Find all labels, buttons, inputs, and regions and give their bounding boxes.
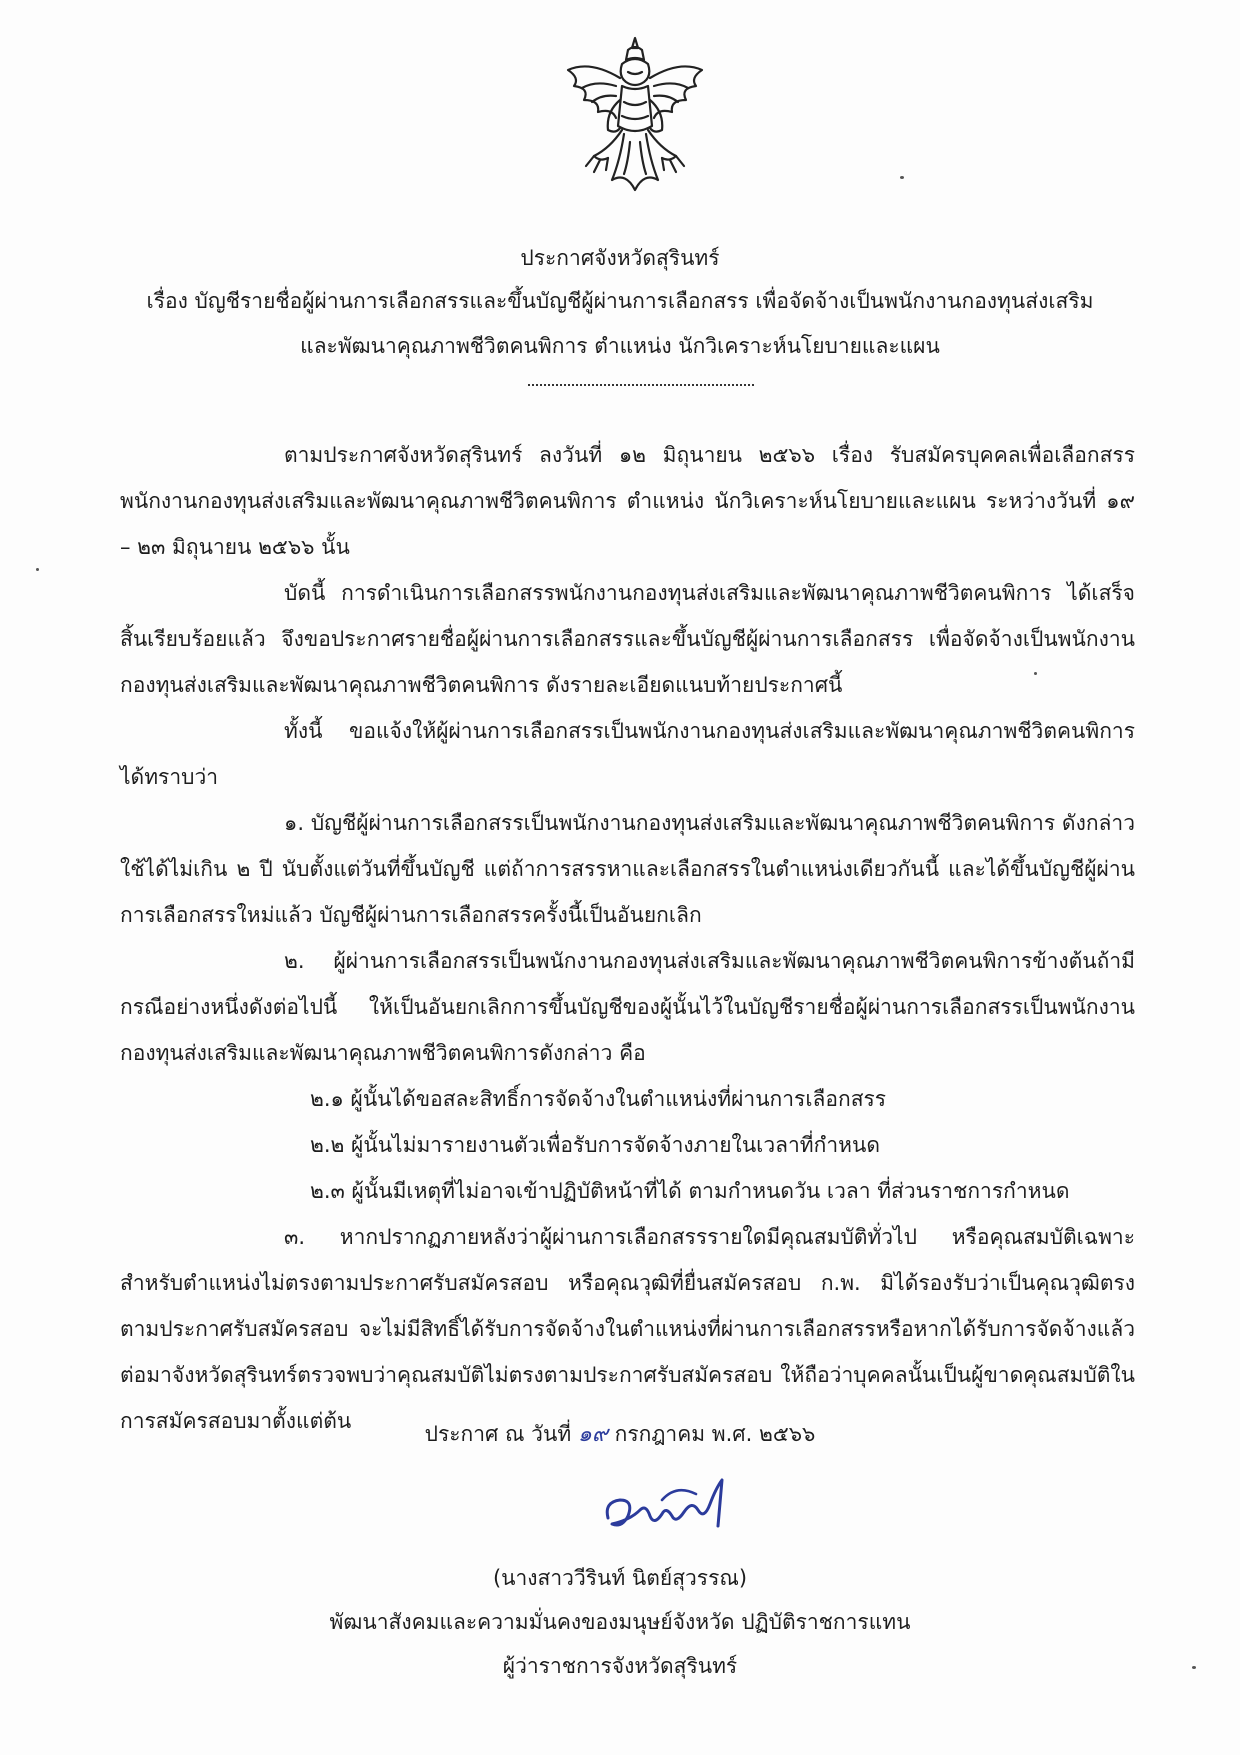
- paragraph-reference: ตามประกาศจังหวัดสุรินทร์ ลงวันที่ ๑๒ มิถุนายน ๒๕๖๖ เรื่อง รับสมัครบุคคลเพื่อเลือกสรรพนักงานกองทุนส่งเสริมและพัฒนาคุณภาพชีวิตคนพิการ ตำแหน่ง นักวิเคราะห์นโยบายและแผน ระหว่างวันที่ ๑๙ – ๒๓ มิถุนายน ๒๕๖๖ นั้น: [120, 443, 1135, 559]
- document-title: ประกาศจังหวัดสุรินทร์: [520, 246, 720, 270]
- handwritten-signature: [600, 1470, 740, 1540]
- scan-speck: [1034, 672, 1037, 675]
- signer-name: (นางสาววีรินท์ นิตย์สุวรรณ): [492, 1566, 748, 1590]
- scan-speck: [900, 176, 904, 179]
- date-day-handwritten: ๑๙: [577, 1422, 608, 1447]
- clause-2: ๒. ผู้ผ่านการเลือกสรรเป็นพนักงานกองทุนส่งเสริมและพัฒนาคุณภาพชีวิตคนพิการข้างต้นถ้ามีกรณีอย่างหนึ่งดังต่อไปนี้ ให้เป็นอันยกเลิกการขึ้นบัญชีของผู้นั้นไว้ในบัญชีรายชื่อผู้ผ่านการเลือกสรรเป็นพนักงานกองทุนส่งเสริมและพัฒนาคุณภาพชีวิตคนพิการดังกล่าว คือ: [120, 949, 1135, 1065]
- signer-position: พัฒนาสังคมและความมั่นคงของมนุษย์จังหวัด ปฏิบัติราชการแทน: [329, 1610, 911, 1634]
- scan-speck: [36, 568, 39, 571]
- clause-2-3: ๒.๓ ผู้นั้นมีเหตุที่ไม่อาจเข้าปฏิบัติหน้าที่ได้ ตามกำหนดวัน เวลา ที่ส่วนราชการกำหนด: [310, 1179, 1070, 1203]
- date-prefix: ประกาศ ณ วันที่: [424, 1422, 572, 1446]
- document-subject-line-1: เรื่อง บัญชีรายชื่อผู้ผ่านการเลือกสรรและขึ้นบัญชีผู้ผ่านการเลือกสรร เพื่อจัดจ้างเป็นพนักงานกองทุนส่งเสริม: [146, 289, 1094, 313]
- scan-speck: [1192, 1666, 1196, 1669]
- clause-3: ๓. หากปรากฏภายหลังว่าผู้ผ่านการเลือกสรรรายใดมีคุณสมบัติทั่วไป หรือคุณสมบัติเฉพาะสำหรับตำแหน่งไม่ตรงตามประกาศรับสมัครสอบ หรือคุณวุฒิที่ยื่นสมัครสอบ ก.พ. มิได้รองรับว่าเป็นคุณวุฒิตรงตามประกาศรับสมัครสอบ จะไม่มีสิทธิ์ได้รับการจัดจ้างในตำแหน่งที่ผ่านการเลือกสรรหรือหากได้รับการจัดจ้างแล้วต่อมาจังหวัดสุรินทร์ตรวจพบว่าคุณสมบัติไม่ตรงตามประกาศรับสมัครสอบ ให้ถือว่าบุคคลนั้นเป็นผู้ขาดคุณสมบัติในการสมัครสอบมาตั้งแต่ต้น: [120, 1225, 1135, 1433]
- heading-separator: [528, 384, 754, 386]
- clause-2-1: ๒.๑ ผู้นั้นได้ขอสละสิทธิ์การจัดจ้างในตำแหน่งที่ผ่านการเลือกสรร: [310, 1087, 887, 1111]
- date-suffix: กรกฎาคม พ.ศ. ๒๕๖๖: [614, 1422, 816, 1446]
- document-subject-line-2: และพัฒนาคุณภาพชีวิตคนพิการ ตำแหน่ง นักวิเคราะห์นโยบายและแผน: [300, 334, 940, 358]
- paragraph-announcement: บัดนี้ การดำเนินการเลือกสรรพนักงานกองทุนส่งเสริมและพัฒนาคุณภาพชีวิตคนพิการ ได้เสร็จสิ้นเรียบร้อยแล้ว จึงขอประกาศรายชื่อผู้ผ่านการเลือกสรรและขึ้นบัญชีผู้ผ่านการเลือกสรร เพื่อจัดจ้างเป็นพนักงานกองทุนส่งเสริมและพัฒนาคุณภาพชีวิตคนพิการ ดังรายละเอียดแนบท้ายประกาศนี้: [120, 581, 1135, 697]
- garuda-emblem-icon: [560, 30, 710, 200]
- announcement-date: [120, 1418, 1120, 1451]
- signer-acting-for: ผู้ว่าราชการจังหวัดสุรินทร์: [502, 1654, 738, 1678]
- clause-2-2: ๒.๒ ผู้นั้นไม่มารายงานตัวเพื่อรับการจัดจ้างภายในเวลาที่กำหนด: [310, 1133, 880, 1157]
- clause-1: ๑. บัญชีผู้ผ่านการเลือกสรรเป็นพนักงานกองทุนส่งเสริมและพัฒนาคุณภาพชีวิตคนพิการ ดังกล่าวใช้ได้ไม่เกิน ๒ ปี นับตั้งแต่วันที่ขึ้นบัญชี แต่ถ้าการสรรหาและเลือกสรรในตำแหน่งเดียวกันนี้ และได้ขึ้นบัญชีผู้ผ่านการเลือกสรรใหม่แล้ว บัญชีผู้ผ่านการเลือกสรรครั้งนี้เป็นอันยกเลิก: [120, 811, 1135, 927]
- document-body: [120, 432, 1135, 1444]
- paragraph-notice: ทั้งนี้ ขอแจ้งให้ผู้ผ่านการเลือกสรรเป็นพนักงานกองทุนส่งเสริมและพัฒนาคุณภาพชีวิตคนพิการได้ทราบว่า: [120, 719, 1135, 789]
